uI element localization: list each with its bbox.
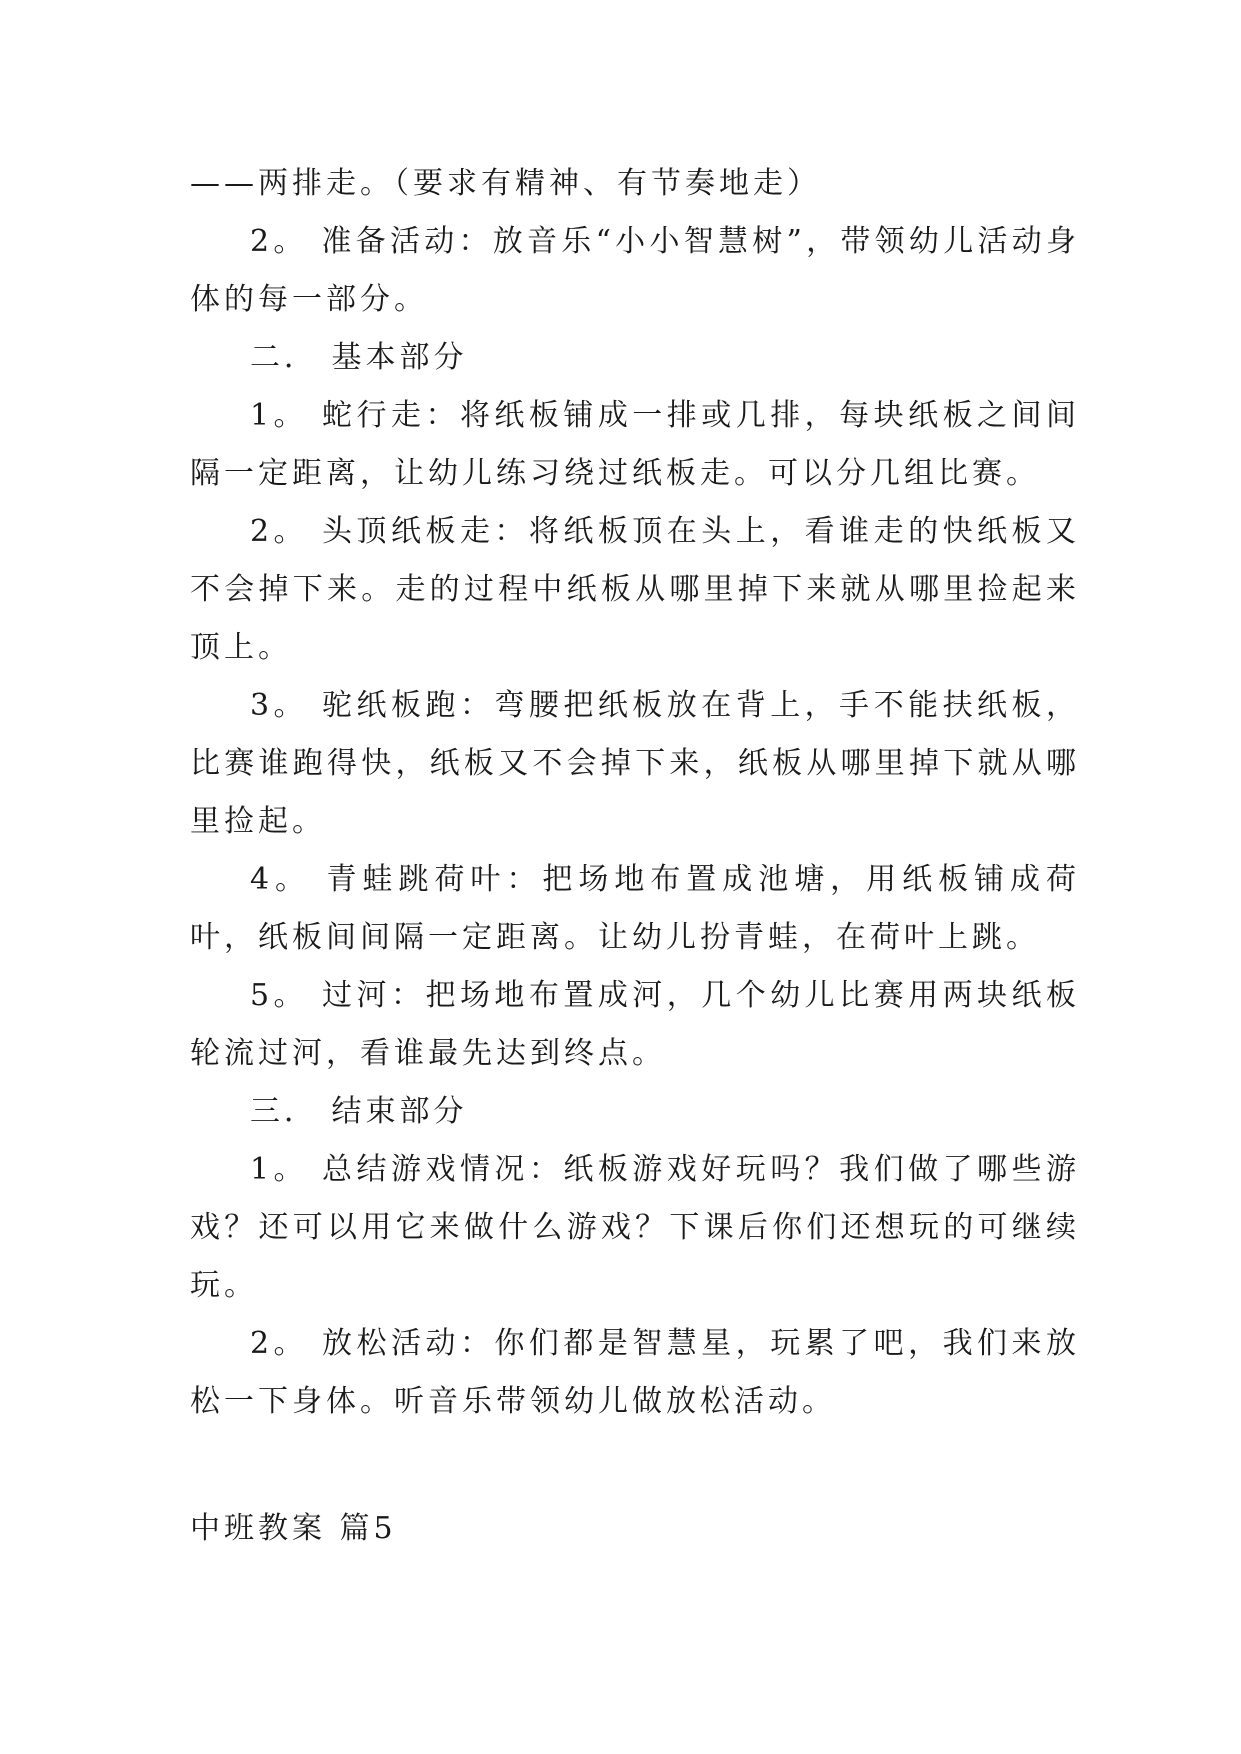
section-title: 中班教案 篇5 [190,1511,397,1546]
paragraph: 4。 青蛙跳荷叶：把场地布置成池塘，用纸板铺成荷叶，纸板间间隔一定距离。让幼儿扮青蛙，在荷叶上跳。 [190,862,1080,955]
paragraph: 2。 放松活动：你们都是智慧星，玩累了吧，我们来放松一下身体。听音乐带领幼儿做放松活动。 [190,1326,1080,1419]
paragraph: 3。 驼纸板跑：弯腰把纸板放在背上，手不能扶纸板，比赛谁跑得快，纸板又不会掉下来，纸板从哪里掉下就从哪里捡起。 [190,688,1080,839]
paragraph: 1。 蛇行走：将纸板铺成一排或几排，每块纸板之间间隔一定距离，让幼儿练习绕过纸板走。可以分几组比赛。 [190,398,1080,491]
paragraph: 2。 头顶纸板走：将纸板顶在头上，看谁走的快纸板又不会掉下来。走的过程中纸板从哪里掉下来就从哪里捡起来顶上。 [190,514,1080,665]
body-text [190,155,1080,1431]
paragraph: ——两排走。（要求有精神、有节奏地走） [190,166,821,201]
paragraph: 5。 过河：把场地布置成河，几个幼儿比赛用两块纸板轮流过河，看谁最先达到终点。 [190,978,1080,1071]
paragraph: 1。 总结游戏情况：纸板游戏好玩吗？我们做了哪些游戏？还可以用它来做什么游戏？下课后你们还想玩的可继续玩。 [190,1152,1080,1303]
paragraph: 2。 准备活动：放音乐“小小智慧树”，带领幼儿活动身体的每一部分。 [190,224,1080,317]
section-heading-ending: 三． 结束部分 [250,1094,468,1129]
section-heading-basic: 二． 基本部分 [250,340,468,375]
